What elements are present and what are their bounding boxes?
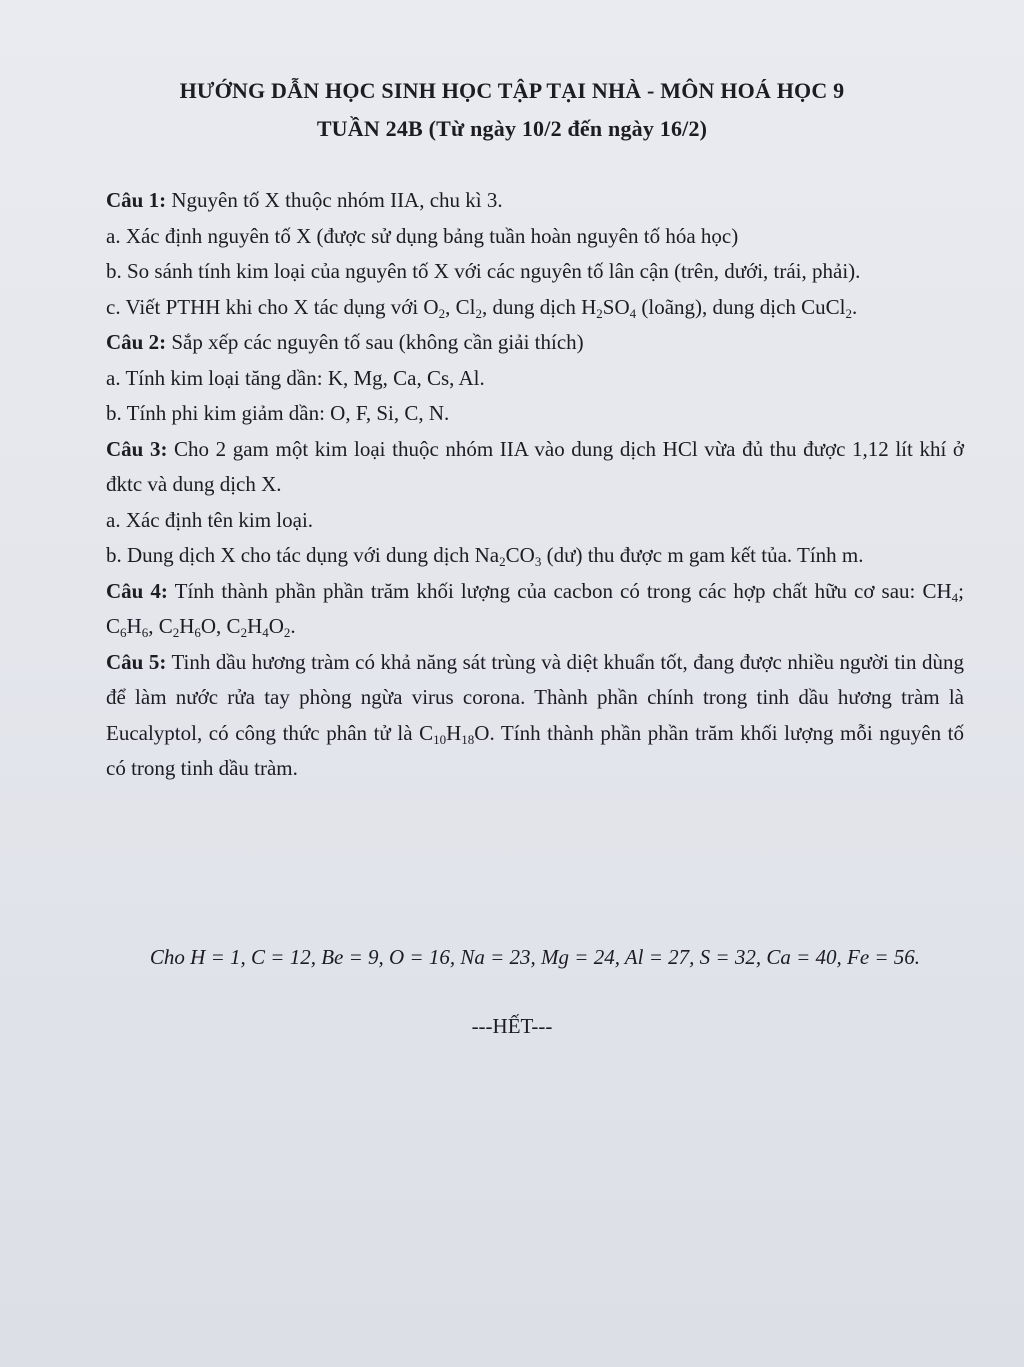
question-text: Nguyên tố X thuộc nhóm IIA, chu kì 3. xyxy=(166,188,503,212)
question-3 xyxy=(106,432,964,503)
question-2-part-a: a. Tính kim loại tăng dần: K, Mg, Ca, Cs, Al. xyxy=(106,365,485,390)
question-text: Tính thành phần phần trăm khối lượng của cacbon có trong các hợp chất hữu cơ sau: xyxy=(167,578,923,603)
question-5: Câu 5: Tinh dầu hương tràm có khả năng sát trùng và diệt khuẩn tốt, đang được nhiều người tin dùng để làm nước rửa tay phòng ngừa virus corona. Thành phần chính trong tinh dầu hương tràm là Eucalyptol, có công thức phân tử là $C_{10}H_{18}O$. Tính thành phần phần trăm khối lượng mỗi nguyên tố có trong tinh dầu tràm. xyxy=(106,649,965,780)
question-4: Câu 4: Tính thành phần phần trăm khối lượng của cacbon có trong các hợp chất hữu cơ sau: $CH_4$; $C_6H_6$, $C_2H_6O$, $C_2H_4O_2$. xyxy=(106,578,964,640)
question-text: Tinh dầu hương tràm có khả năng sát trùng và diệt khuẩn tốt, đang được nhiều người tin dùng để làm nước rửa tay phòng ngừa virus corona. Thành phần chính trong tinh dầu hương tràm là Eucalyptol, có công thức phân tử là xyxy=(106,649,965,745)
question-2 xyxy=(106,325,964,361)
question-label: Câu 4: xyxy=(106,578,168,603)
question-label: Câu 3: xyxy=(106,436,168,461)
question-1-part-b: b. So sánh tính kim loại của nguyên tố X với các nguyên tố lân cận (trên, dưới, trái, phải). xyxy=(106,259,861,283)
question-label: Câu 1: xyxy=(106,188,167,212)
question-3-part-b: b. Dung dịch X cho tác dụng với dung dịch $Na_2CO_3$ (dư) thu được m gam kết tủa. Tính m. xyxy=(106,543,864,569)
question-1-part-a: a. Xác định nguyên tố X (được sử dụng bảng tuần hoàn nguyên tố hóa học) xyxy=(106,223,739,248)
page-title: HƯỚNG DẪN HỌC SINH HỌC TẬP TẠI NHÀ - MÔN HOÁ HỌC 9 xyxy=(179,78,845,103)
end-mark: ---HẾT--- xyxy=(471,1014,553,1038)
question-2-part-b: b. Tính phi kim giảm dần: O, F, Si, C, N. xyxy=(106,401,450,425)
atomic-mass-note: Cho H = 1, C = 12, Be = 9, O = 16, Na = 23, Mg = 24, Al = 27, S = 32, Ca = 40, Fe = 56. xyxy=(149,945,921,969)
question-1 xyxy=(106,183,964,219)
exercise-list xyxy=(106,183,964,787)
question-1-part-c: c. Viết PTHH khi cho X tác dụng với $O_2$, $Cl_2$, dung dịch $H_2SO_4$ (loãng), dung dịch CuCl$_2$. xyxy=(106,294,858,321)
question-3-part-a: a. Xác định tên kim loại. xyxy=(106,507,314,532)
page-subtitle: TUẦN 24B (Từ ngày 10/2 đến ngày 16/2) xyxy=(316,116,708,141)
question-label: Câu 5: xyxy=(106,649,167,674)
question-text: Cho 2 gam một kim loại thuộc nhóm IIA vào dung dịch HCl vừa đủ thu được 1,12 lít khí ở đktc và dung dịch X. xyxy=(106,436,964,496)
question-label: Câu 2: xyxy=(106,330,167,354)
question-text: Sắp xếp các nguyên tố sau (không cần giải thích) xyxy=(166,330,584,354)
